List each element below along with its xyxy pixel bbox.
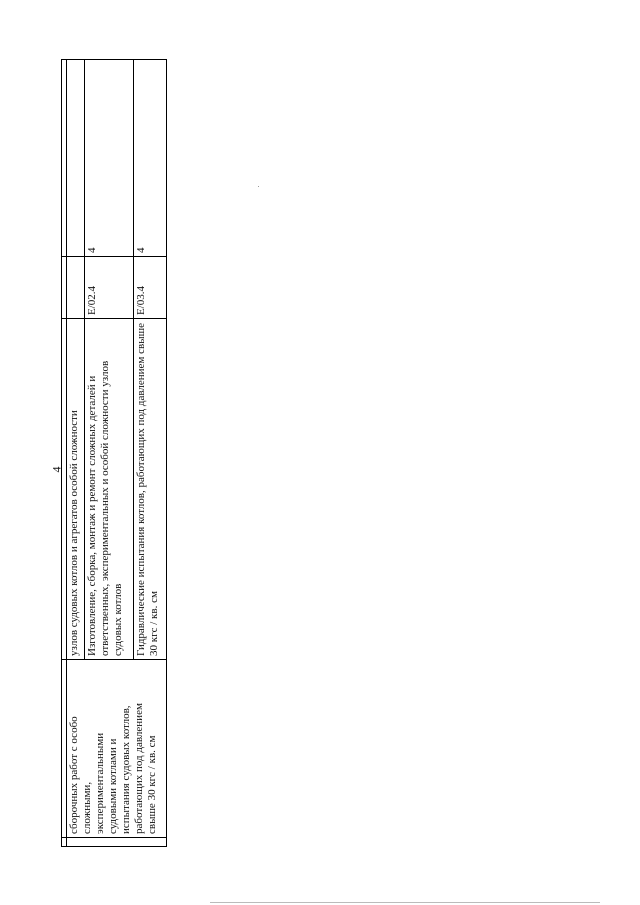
generalized-function-line: сборочных работ с особо [68, 716, 80, 834]
rotated-table-container [61, 59, 167, 847]
code-cell [67, 257, 85, 319]
labor-function-cell: Изготовление, сборка, монтаж и ремонт сложных деталей и ответственных, экспериментальных и особой сложности узлов судовых котлов [85, 319, 133, 660]
level-cell [67, 60, 85, 257]
code-cell: E/02.4 [85, 257, 133, 319]
generalized-function-line: работающих под давлением [133, 703, 145, 834]
generalized-function-line: свыше 30 кгс / кв. см [146, 735, 158, 834]
generalized-function-cell [67, 660, 167, 838]
professional-standard-table [61, 59, 167, 847]
generalized-function-line: экспериментальными [94, 732, 106, 834]
labor-function-cell: узлов судовых котлов и агрегатов особой сложности [67, 319, 85, 660]
level-cell: 4 [85, 60, 133, 257]
generalized-function-line: сложными, [81, 781, 93, 834]
code-cell: E/03.4 [133, 257, 166, 319]
page-number: 4 [49, 466, 64, 473]
scan-line [210, 902, 600, 903]
level-cell: 4 [133, 60, 166, 257]
labor-function-cell: Гидравлические испытания котлов, работающих под давлением свыше 30 кгс / кв. см [133, 319, 166, 660]
table-row [67, 60, 85, 847]
generalized-function-line: судовыми котлами и [107, 738, 119, 834]
generalized-function-line: испытания судовых котлов, [120, 705, 132, 834]
scan-speck [258, 186, 259, 187]
